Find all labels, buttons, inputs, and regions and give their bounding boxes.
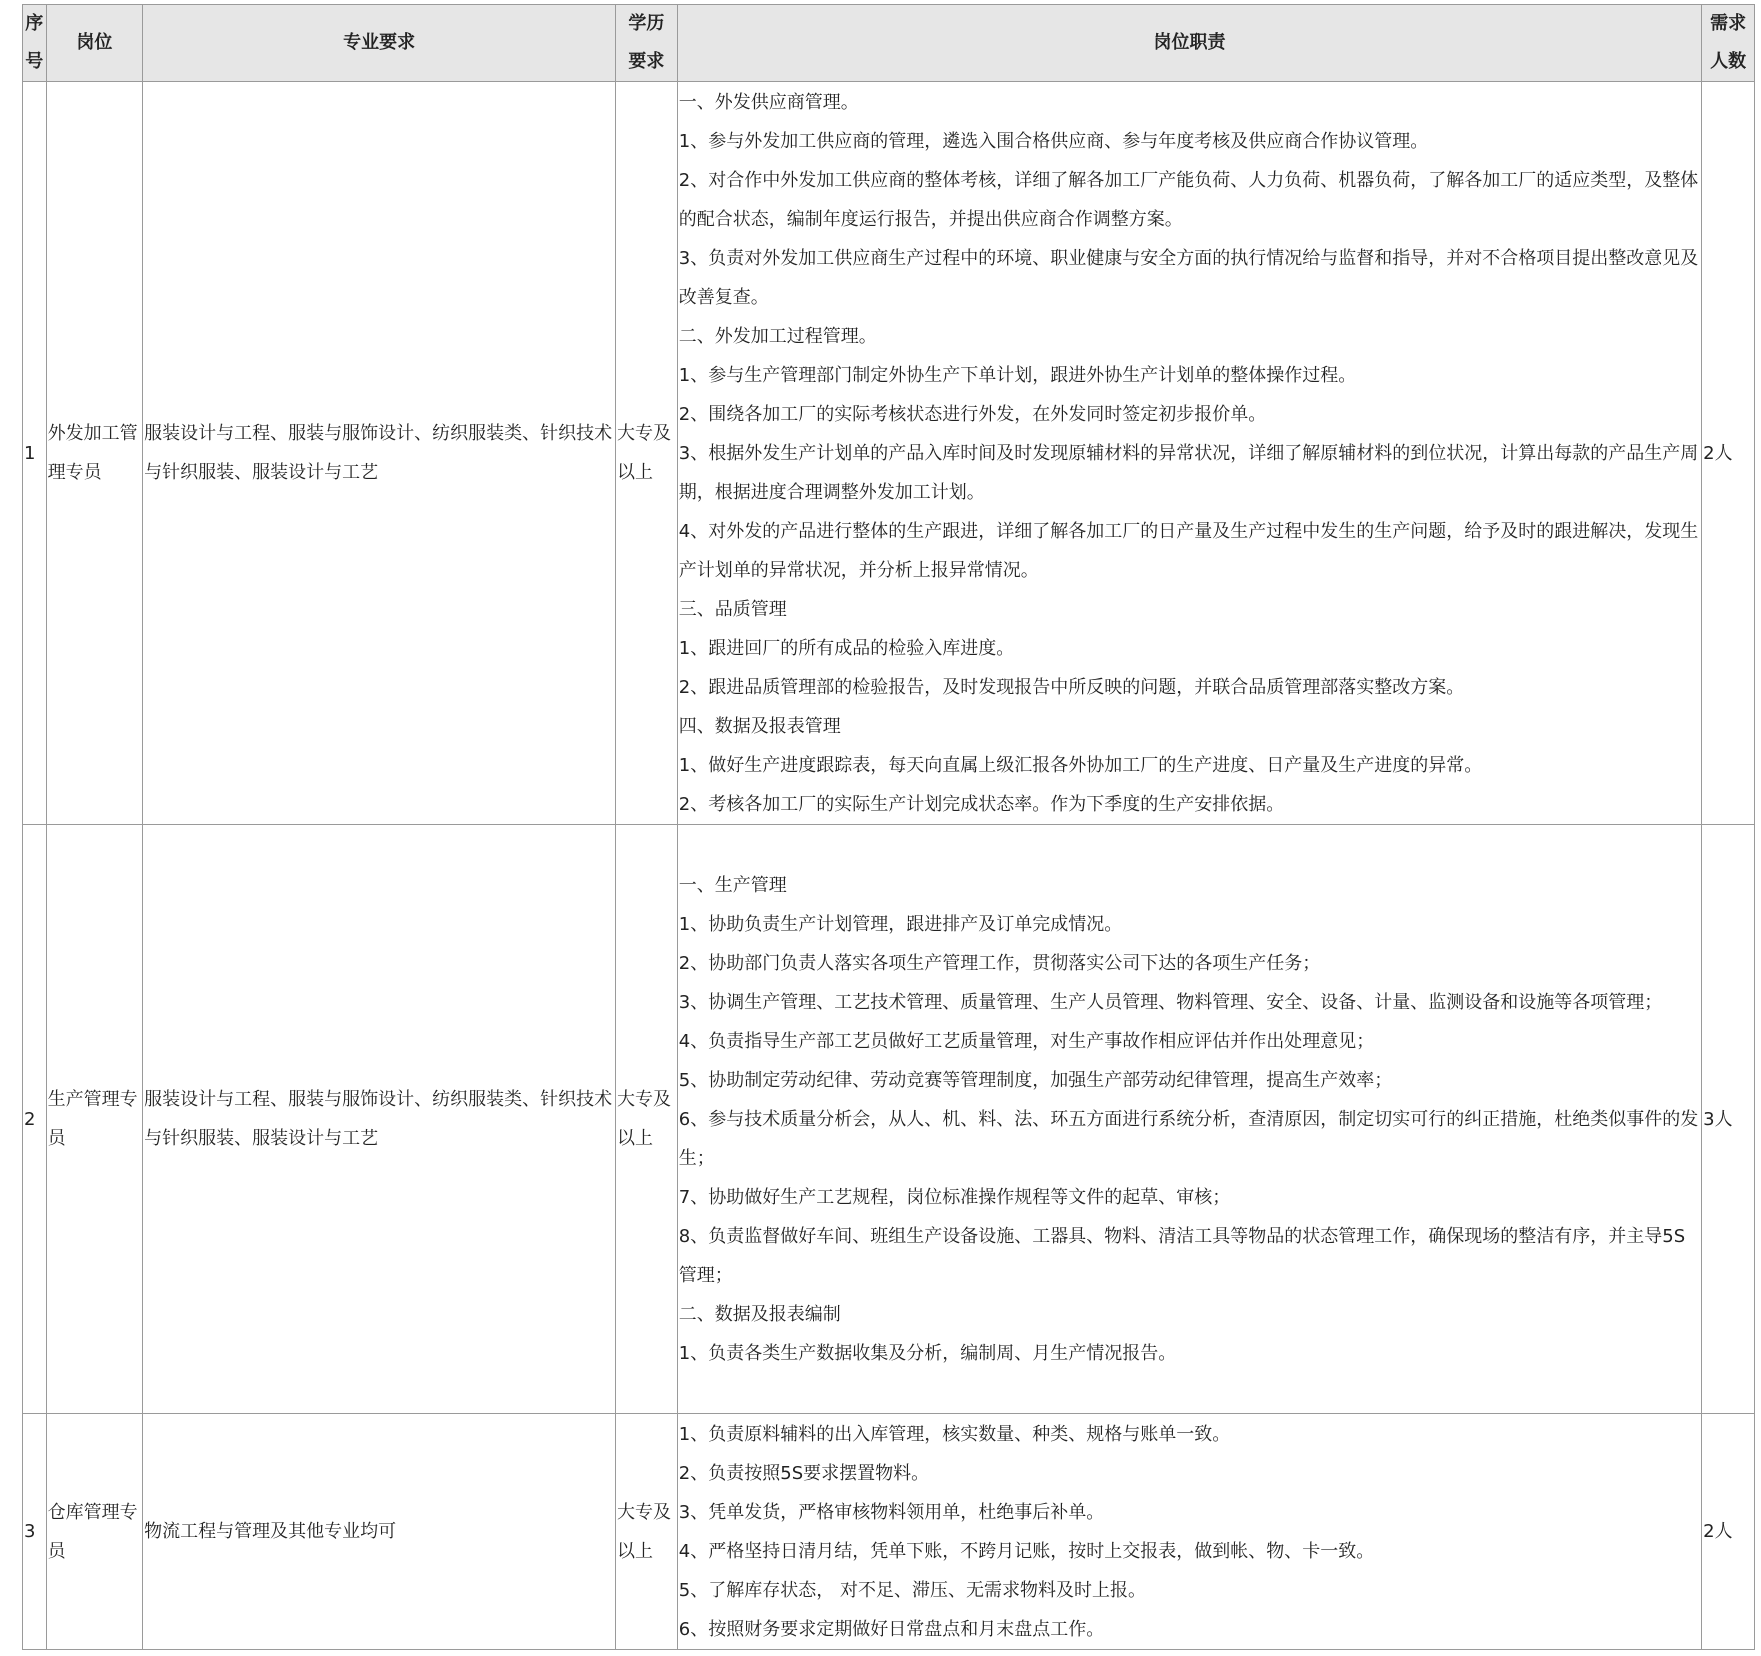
education-cell: 大专及以上 — [616, 82, 678, 825]
duty-line: 三、品质管理 — [678, 598, 787, 620]
duty-line: 1、负责原料辅料的出入库管理，核实数量、种类、规格与账单一致。 — [678, 1423, 1231, 1445]
duty-line: 2、负责按照5S要求摆置物料。 — [678, 1462, 930, 1484]
header-headcount: 需求 人数 — [1702, 5, 1755, 82]
headcount-cell: 2人 — [1702, 82, 1755, 825]
education-cell: 大专及以上 — [616, 825, 678, 1414]
seq-cell: 2 — [23, 825, 47, 1414]
duty-line: 1、参与外发加工供应商的管理，遴选入围合格供应商、参与年度考核及供应商合作协议管理。 — [678, 130, 1429, 152]
duty-line: 4、负责指导生产部工艺员做好工艺质量管理，对生产事故作相应评估并作出处理意见； — [678, 1030, 1375, 1052]
duties-cell — [677, 825, 1701, 1414]
major-cell: 物流工程与管理及其他专业均可 — [143, 1414, 616, 1650]
duty-line: 6、按照财务要求定期做好日常盘点和月末盘点工作。 — [678, 1618, 1105, 1640]
duty-line: 二、外发加工过程管理。 — [678, 325, 877, 347]
duty-line: 一、生产管理 — [678, 874, 787, 896]
header-seq: 序 号 — [23, 5, 47, 82]
duty-line: 一、外发供应商管理。 — [678, 91, 859, 113]
duty-line: 2、考核各加工厂的实际生产计划完成状态率。作为下季度的生产安排依据。 — [678, 793, 1285, 815]
duty-line: 1、协助负责生产计划管理，跟进排产及订单完成情况。 — [678, 913, 1123, 935]
header-row — [23, 5, 1755, 82]
duty-line: 7、协助做好生产工艺规程，岗位标准操作规程等文件的起草、审核； — [678, 1186, 1231, 1208]
duty-line: 6、参与技术质量分析会，从人、机、料、法、环五方面进行系统分析，查清原因，制定切实可行的纠正措施，杜绝类似事件的发生； — [678, 1108, 1699, 1169]
duty-line: 3、凭单发货，严格审核物料领用单，杜绝事后补单。 — [678, 1501, 1105, 1523]
table-row — [23, 1414, 1755, 1650]
education-cell: 大专及以上 — [616, 1414, 678, 1650]
position-cell: 仓库管理专员 — [46, 1414, 143, 1650]
header-education: 学历 要求 — [616, 5, 678, 82]
duty-line: 1、参与生产管理部门制定外协生产下单计划，跟进外协生产计划单的整体操作过程。 — [678, 364, 1357, 386]
headcount-cell: 3人 — [1702, 825, 1755, 1414]
table-row — [23, 82, 1755, 825]
duty-line: 4、严格坚持日清月结，凭单下账，不跨月记账，按时上交报表，做到帐、物、卡一致。 — [678, 1540, 1375, 1562]
duty-line: 3、协调生产管理、工艺技术管理、质量管理、生产人员管理、物料管理、安全、设备、计量、监测设备和设施等各项管理； — [678, 991, 1663, 1013]
duty-line: 3、根据外发生产计划单的产品入库时间及时发现原辅材料的异常状况，详细了解原辅材料的到位状况，计算出每款的产品生产周期，根据进度合理调整外发加工计划。 — [678, 442, 1699, 503]
seq-cell: 1 — [23, 82, 47, 825]
header-major: 专业要求 — [143, 5, 616, 82]
duty-line: 8、负责监督做好车间、班组生产设备设施、工器具、物料、清洁工具等物品的状态管理工作，确保现场的整洁有序，并主导5S管理； — [678, 1225, 1686, 1286]
major-cell: 服装设计与工程、服装与服饰设计、纺织服装类、针织技术与针织服装、服装设计与工艺 — [143, 825, 616, 1414]
duty-line: 2、对合作中外发加工供应商的整体考核，详细了解各加工厂产能负荷、人力负荷、机器负荷，了解各加工厂的适应类型，及整体的配合状态，编制年度运行报告，并提出供应商合作调整方案。 — [678, 169, 1699, 230]
major-cell: 服装设计与工程、服装与服饰设计、纺织服装类、针织技术与针织服装、服装设计与工艺 — [143, 82, 616, 825]
table-row — [23, 825, 1755, 1414]
duty-line: 5、了解库存状态， 对不足、滞压、无需求物料及时上报。 — [678, 1579, 1146, 1601]
duty-line: 5、协助制定劳动纪律、劳动竞赛等管理制度，加强生产部劳动纪律管理，提高生产效率； — [678, 1069, 1393, 1091]
duty-line: 1、做好生产进度跟踪表，每天向直属上级汇报各外协加工厂的生产进度、日产量及生产进度的异常。 — [678, 754, 1483, 776]
duties-cell — [677, 82, 1701, 825]
position-cell: 生产管理专员 — [46, 825, 143, 1414]
duty-line: 2、围绕各加工厂的实际考核状态进行外发，在外发同时签定初步报价单。 — [678, 403, 1267, 425]
duty-line: 3、负责对外发加工供应商生产过程中的环境、职业健康与安全方面的执行情况给与监督和指导，并对不合格项目提出整改意见及改善复查。 — [678, 247, 1699, 308]
duty-line: 1、跟进回厂的所有成品的检验入库进度。 — [678, 637, 1015, 659]
seq-cell: 3 — [23, 1414, 47, 1650]
duty-line: 二、数据及报表编制 — [678, 1303, 841, 1325]
position-cell: 外发加工管理专员 — [46, 82, 143, 825]
headcount-cell: 2人 — [1702, 1414, 1755, 1650]
duties-cell — [677, 1414, 1701, 1650]
recruitment-table — [22, 4, 1755, 1650]
duty-line: 四、数据及报表管理 — [678, 715, 841, 737]
header-duties: 岗位职责 — [677, 5, 1701, 82]
duty-line: 1、负责各类生产数据收集及分析，编制周、月生产情况报告。 — [678, 1342, 1177, 1364]
duty-line: 4、对外发的产品进行整体的生产跟进，详细了解各加工厂的日产量及生产过程中发生的生产问题，给予及时的跟进解决，发现生产计划单的异常状况，并分析上报异常情况。 — [678, 520, 1699, 581]
duty-line: 2、跟进品质管理部的检验报告，及时发现报告中所反映的问题，并联合品质管理部落实整改方案。 — [678, 676, 1465, 698]
duty-line: 2、协助部门负责人落实各项生产管理工作，贯彻落实公司下达的各项生产任务； — [678, 952, 1321, 974]
header-position: 岗位 — [46, 5, 143, 82]
